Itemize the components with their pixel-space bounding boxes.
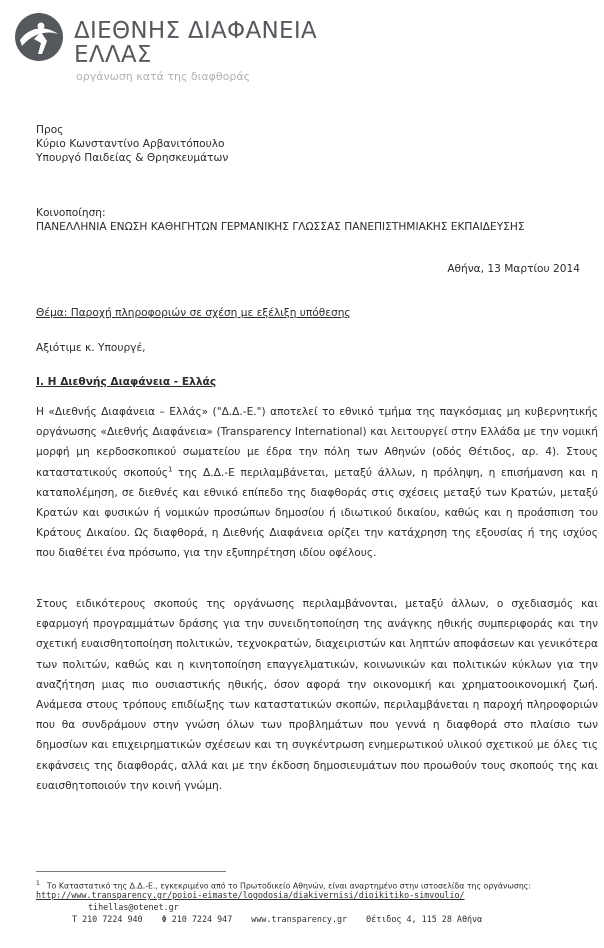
recipient-block [36, 123, 228, 165]
paragraph1-text-b: της Δ.Δ.-Ε περιλαμβάνεται, μεταξύ άλλων, η πρόληψη, η επισήμανση και η καταπολέμηση, σε διεθνές και εθνικό επίπεδο της διαφθοράς στις σχέσεις μεταξύ των Κρατών, μεταξύ Κρατών και φυσικών ή νομικών προσώπων δημοσίου ή ιδιωτικού δικαίου, καθώς και η προάσπιση του Κράτους Δικαίου. Ως διαφθορά, η Διεθνής Διαφάνεια ορίζει την κατάχρηση της εξουσίας ή της ισχύος που διαθέτει ένα πρόσωπο, για την εξυπηρέτηση ιδίου οφέλους. [36, 466, 599, 560]
body-paragraph-2: Στους ειδικότερους σκοπούς της οργάνωσης περιλαμβάνονται, μεταξύ άλλων, ο σχεδιασμός και εφαρμογή προγραμμάτων δράσης για την συνειδητοποίηση της ανάγκης ηθικής συμπεριφοράς και την σχετική ευαισθητοποίηση πολιτικών, τεχνοκρατών, διαχειριστών και ληπτών αποφάσεων και γενικότερα των πολιτών, καθώς και η κινητοποίηση επαγγελματικών, κοινωνικών και πολιτικών κύκλων για την αναζήτηση μιας πιο ουσιαστικής ηθικής, όσον αφορά την οικονομική και χρηματοοικονομική ζωή. Ανάμεσα στους τρόπους επιδίωξης των καταστατικών σκοπών, περιλαμβάνεται η παροχή πληροφοριών που θα συνδράμουν στην γνώση όλων των προβλημάτων που γεννά η διαφθορά στο πλαίσιο των δημοσίων και επιχειρηματικών σχέσεων και τη συγκέντρωση ενημερωτικού υλικού σχετικού με όλες τις εκφάνσεις της διαφθοράς, αλλά και με την έκδοση δημοσιευμάτων που προωθούν τους σκοπούς της και ευαισθητοποιούν την κοινή γνώμη. [36, 598, 598, 792]
footnote-number: 1 [36, 880, 40, 887]
transparency-logo-icon [14, 12, 64, 62]
footer-phone: T 210 7224 940 [72, 914, 143, 924]
cc-recipient: ΠΑΝΕΛΛΗΝΙΑ ΕΝΩΣΗ ΚΑΘΗΓΗΤΩΝ ΓΕΡΜΑΝΙΚΗΣ ΓΛΩΣΣΑΣ ΠΑΝΕΠΙΣΤΗΜΙΑΚΗΣ ΕΚΠΑΙΔΕΥΣΗΣ [36, 221, 525, 233]
recipient-title: Υπουργό Παιδείας & Θρησκευμάτων [36, 152, 229, 164]
footnote-text: Το Καταστατικό της Δ.Δ.-Ε., εγκεκριμένο από το Πρωτοδικείο Αθηνών, είναι αναρτημένο στην ιστοσελίδα της οργάνωσης: [46, 881, 531, 891]
recipient-name: Κύριο Κωνσταντίνο Αρβανιτόπουλο [36, 138, 225, 150]
letter-subject: Θέμα: Παροχή πληροφοριών σε σχέση με εξέλιξη υπόθεσης [36, 307, 351, 319]
footer-fax: Φ 210 7224 947 [161, 914, 233, 924]
footer-email[interactable]: tihellas@otenet.gr [88, 902, 179, 912]
org-name-line2: ΕΛΛΑΣ [74, 42, 152, 68]
section-heading: Ι. Η Διεθνής Διαφάνεια - Ελλάς [36, 376, 217, 388]
footnote-divider [36, 871, 226, 872]
body-paragraph-1 [36, 402, 598, 564]
org-name-line1: ΔΙΕΘΝΗΣ ΔΙΑΦΑΝΕΙΑ [74, 18, 317, 44]
cc-block [36, 206, 525, 234]
footer-contacts [72, 914, 496, 924]
letter-date: Αθήνα, 13 Μαρτίου 2014 [447, 263, 580, 275]
letter-greeting: Αξιότιμε κ. Υπουργέ, [36, 342, 146, 354]
footer-website[interactable]: www.transparency.gr [251, 914, 348, 924]
paragraph1-text-a: Η «Διεθνής Διαφάνεια – Ελλάς» ("Δ.Δ.-Ε.") αποτελεί το εθνικό τμήμα της παγκόσμιας μη κυβερνητικής οργάνωσης «Διεθνής Διαφάνεια» (Transparency International) και λειτουργεί στην Ελλάδα με την νομική μορφή μη κερδοσκοπικού σωματείου με έδρα την πόλη των Αθηνών (οδός Θέτιδος, αρ. 4). Στους καταστατικούς σκοπούς [36, 406, 598, 479]
footnote-reference: 1 [168, 465, 173, 474]
org-tagline: οργάνωση κατά της διαφθοράς [76, 70, 251, 83]
recipient-to-label: Προς [36, 124, 64, 136]
letterhead-logo [14, 12, 317, 83]
cc-label: Κοινοποίηση: [36, 207, 106, 219]
footnote-link[interactable]: http://www.transparency.gr/poioi-eimaste/logodosia/diakivernisi/dioikitiko-simvoulio/ [36, 890, 465, 900]
footer-address: Θέτιδος 4, 115 28 Αθήνα [366, 914, 483, 924]
